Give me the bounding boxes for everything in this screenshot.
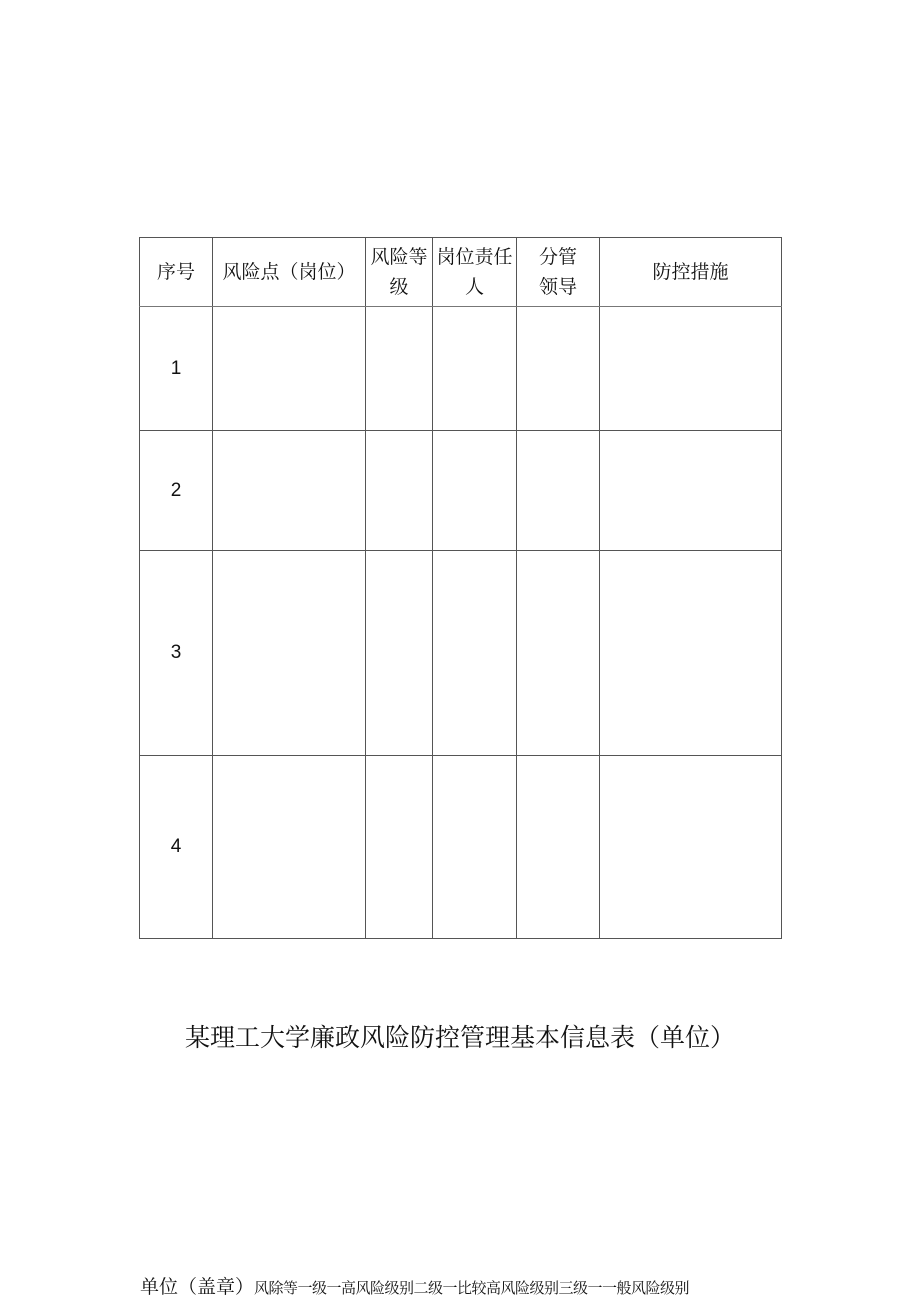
footer-line xyxy=(140,1274,800,1301)
header-risk-point: 风险点（岗位） xyxy=(213,238,366,307)
row-risk-point-cell[interactable] xyxy=(213,551,366,756)
header-leader-line2: 领导 xyxy=(538,276,577,298)
row-post-owner-cell[interactable] xyxy=(433,551,517,756)
row-measures-cell[interactable] xyxy=(600,307,782,431)
row-seq: 1 xyxy=(140,307,213,431)
row-leader-cell[interactable] xyxy=(517,551,600,756)
table-row xyxy=(140,307,782,431)
header-risk-level-line2: 级 xyxy=(389,276,409,298)
table-header-row xyxy=(140,238,782,307)
row-leader-cell[interactable] xyxy=(517,431,600,551)
row-seq: 3 xyxy=(140,551,213,756)
table-row xyxy=(140,431,782,551)
row-risk-level-cell[interactable] xyxy=(366,756,433,939)
row-leader-cell[interactable] xyxy=(517,307,600,431)
header-leader xyxy=(517,238,600,307)
header-leader-line1: 分管 xyxy=(538,246,577,268)
table-row xyxy=(140,551,782,756)
header-risk-level-line1: 风险等 xyxy=(370,246,428,268)
row-post-owner-cell[interactable] xyxy=(433,307,517,431)
row-leader-cell[interactable] xyxy=(517,756,600,939)
header-risk-level xyxy=(366,238,433,307)
header-post-owner-line1: 岗位责任 xyxy=(436,246,513,268)
row-risk-level-cell[interactable] xyxy=(366,307,433,431)
row-risk-point-cell[interactable] xyxy=(213,431,366,551)
row-measures-cell[interactable] xyxy=(600,756,782,939)
row-risk-point-cell[interactable] xyxy=(213,307,366,431)
row-seq: 4 xyxy=(140,756,213,939)
row-measures-cell[interactable] xyxy=(600,551,782,756)
header-post-owner-line2: 人 xyxy=(464,276,484,298)
table-row xyxy=(140,756,782,939)
row-measures-cell[interactable] xyxy=(600,431,782,551)
document-title: 某理工大学廉政风险防控管理基本信息表（单位） xyxy=(184,1023,735,1052)
header-measures: 防控措施 xyxy=(600,238,782,307)
row-risk-point-cell[interactable] xyxy=(213,756,366,939)
risk-info-table xyxy=(139,237,782,939)
header-post-owner xyxy=(433,238,517,307)
row-seq: 2 xyxy=(140,431,213,551)
row-post-owner-cell[interactable] xyxy=(433,756,517,939)
row-risk-level-cell[interactable] xyxy=(366,551,433,756)
risk-levels-legend: 风除等一级一高风险级别二级一比较高风险级别三级一一般风险级别 xyxy=(254,1279,690,1297)
row-risk-level-cell[interactable] xyxy=(366,431,433,551)
row-post-owner-cell[interactable] xyxy=(433,431,517,551)
header-seq: 序号 xyxy=(140,238,213,307)
stamp-label: 单位（盖章） xyxy=(140,1276,255,1298)
